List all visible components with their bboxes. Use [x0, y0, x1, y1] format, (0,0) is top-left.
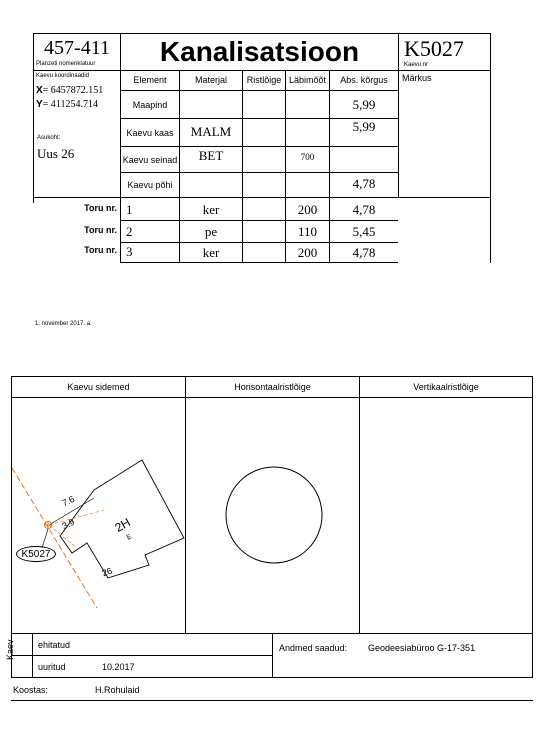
row-element: Kaevu seinad	[122, 154, 178, 165]
col-header-elevation: Abs. kõrgus	[340, 75, 388, 85]
coords-caption: Kaevu koordinaadid	[36, 73, 90, 79]
source-value: Geodeesiabüroo G-17-351	[368, 643, 476, 653]
pipe-elevation: 4,78	[352, 202, 376, 217]
pipe-label: Toru nr.	[84, 225, 117, 235]
map-code: 457-411	[44, 36, 110, 59]
y-coordinate: Y= 411254.714	[36, 99, 98, 110]
x-coordinate: X= 6457872.151	[36, 85, 104, 96]
row-diameter: 700	[300, 152, 315, 162]
pipe-label: Toru nr.	[84, 203, 117, 213]
pipe-material: pe	[204, 224, 218, 239]
author-value: H.Rohulaid	[95, 685, 140, 695]
pipe-diameter: 200	[297, 202, 318, 217]
location-value: Uus 26	[37, 146, 75, 161]
well-id: K5027	[404, 36, 464, 61]
col-header-element: Element	[133, 75, 167, 85]
pipe-number: 3	[126, 244, 133, 259]
dimension-label: 26	[100, 565, 114, 579]
col-header-diameter: Läbimõõt	[288, 75, 327, 85]
row-element: Kaevu kaas	[126, 127, 174, 138]
page-title: Kanalisatsioon	[159, 35, 360, 67]
surveyed-label: uuritud	[38, 662, 66, 672]
dimension-line	[49, 510, 104, 525]
col-title-horizontal: Horisontaalristlõige	[234, 382, 311, 392]
building-sublabel: E	[125, 533, 134, 542]
row-elevation: 4,78	[352, 176, 376, 191]
pipe-material: ker	[202, 202, 220, 217]
pipe-material: ker	[202, 244, 220, 260]
well-connection-sketch	[12, 398, 185, 633]
col-title-connections: Kaevu sidemed	[67, 382, 130, 392]
pipe-label: Toru nr.	[84, 245, 117, 255]
col-title-vertical: Vertikaalristlõige	[413, 382, 479, 392]
row-material: BET	[198, 148, 224, 163]
pipe-number: 2	[126, 224, 133, 239]
date-line: 1. november 2017. a.	[35, 321, 92, 327]
col-header-remarks: Märkus	[402, 73, 432, 83]
author-label: Koostas:	[13, 685, 49, 695]
horizontal-section-circle	[224, 465, 324, 565]
row-element: Maapind	[132, 99, 168, 110]
pipe-elevation: 4,78	[352, 244, 376, 260]
pipe-diameter: 110	[297, 224, 318, 239]
col-header-cross: Ristlõige	[246, 75, 282, 85]
pipe-diameter: 200	[297, 244, 318, 260]
building-label: 2H	[112, 515, 133, 535]
location-label: Asukoht:	[37, 135, 61, 141]
row-material: MALM	[190, 124, 232, 139]
pipe-line	[12, 468, 97, 608]
map-code-caption: Planzeti nomenklatuur	[36, 61, 96, 67]
row-elevation: 5,99	[352, 119, 376, 134]
source-label: Andmed saadud:	[279, 643, 348, 653]
built-label: ehitatud	[38, 640, 71, 650]
col-header-material: Materjal	[194, 75, 227, 85]
dimension-label: 7.6	[60, 493, 77, 509]
well-tag: K5027	[16, 546, 56, 562]
dimension-label: 3.9	[60, 516, 77, 532]
well-side-label: Kaev	[5, 639, 15, 660]
well-id-caption: Kaevu nr	[404, 62, 429, 68]
row-element: Kaevu põhi	[127, 180, 173, 190]
pipe-elevation: 5,45	[352, 224, 376, 239]
pipe-number: 1	[126, 202, 133, 217]
row-elevation: 5,99	[352, 96, 376, 112]
surveyed-date: 10.2017	[102, 662, 135, 672]
